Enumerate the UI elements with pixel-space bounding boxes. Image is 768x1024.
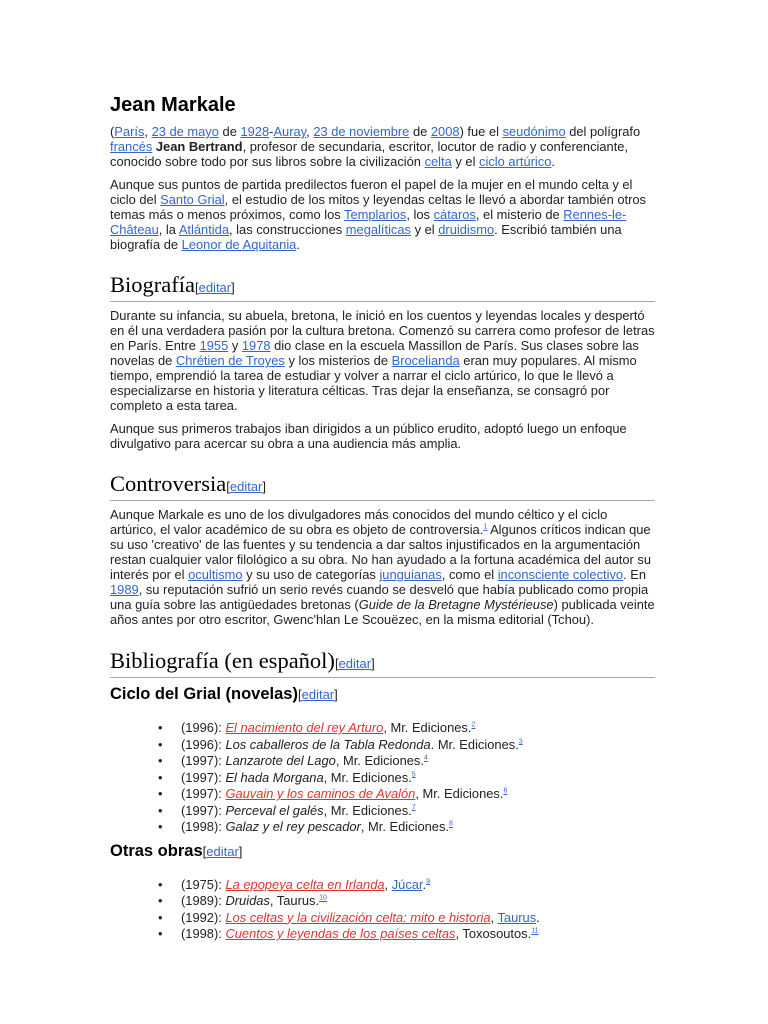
edit-link-biografia[interactable]: editar — [198, 280, 232, 295]
item-rest: , Mr. Ediciones. — [323, 769, 412, 785]
book-title: El hada Morgana — [225, 769, 324, 785]
ref-link[interactable]: 4 — [423, 754, 428, 762]
reference-marker — [319, 895, 327, 902]
item-year: (1998): — [181, 819, 226, 834]
link-druidismo[interactable]: druidismo — [438, 222, 495, 237]
ref-link[interactable]: 8 — [448, 820, 453, 828]
list-item — [110, 803, 655, 820]
book-title-link[interactable]: La epopeya celta en Irlanda — [225, 876, 385, 892]
link-ocultismo[interactable]: ocultismo — [188, 567, 243, 582]
book-title: Druidas — [225, 893, 270, 908]
section-heading-bibliografia: Bibliografía (en español)[editar] — [110, 648, 655, 678]
ref-link[interactable]: 6 — [503, 787, 508, 795]
ref-link[interactable]: 3 — [518, 738, 523, 746]
reference-marker — [471, 722, 475, 729]
ref-link[interactable]: 10 — [319, 894, 327, 902]
item-rest: . — [527, 926, 532, 941]
bullet-icon: • — [158, 893, 163, 908]
publisher-link[interactable]: Júcar — [391, 876, 423, 892]
item-year: (1975): — [181, 876, 226, 892]
item-year: (1989): — [181, 893, 226, 908]
item-rest: , Mr. Ediciones. — [335, 753, 424, 768]
link-1978[interactable]: 1978 — [241, 338, 271, 353]
real-name: Jean Bertrand — [155, 139, 243, 154]
subsection-heading-otras-obras: Otras obras[editar] — [110, 841, 243, 860]
list-item: • (1975): La epopeya celta en Irlanda, Júcar.$^9$ — [158, 876, 431, 892]
edit-link-otras-obras[interactable]: editar — [206, 843, 239, 859]
link-rennes[interactable]: Rennes-le-Château — [110, 207, 627, 237]
link-1989[interactable]: 1989 — [110, 582, 139, 597]
link-brocelianda[interactable]: Brocelianda — [391, 353, 460, 368]
intro-paragraph: (París, 23 de mayo de 1928-Auray, 23 de noviembre de 2008) fue el seudónimo del polígrafo francés Jean Bertrand, profesor de secundaria, escritor, locutor de radio y conferenciante, conocido sobre todo por sus libros sobre la civilización celta y el ciclo artúrico. — [110, 124, 641, 169]
item-rest: , Mr. Ediciones. — [383, 720, 472, 735]
link-santo-grial[interactable]: Santo Grial — [160, 192, 225, 207]
link-templarios[interactable]: Templarios — [344, 207, 407, 222]
link-celta[interactable]: celta — [424, 154, 452, 169]
link-seudonimo[interactable]: seudónimo — [502, 124, 566, 139]
item-rest: . — [422, 876, 427, 892]
book-title: Los caballeros de la Tabla Redonda — [225, 736, 431, 752]
subsection-heading-ciclo-grial: Ciclo del Grial (novelas)[editar] — [110, 685, 338, 703]
link-death-year[interactable]: 2008 — [430, 124, 460, 139]
item-rest: . Mr. Ediciones. — [430, 736, 519, 752]
bullet-icon: • — [158, 769, 163, 785]
link-death-day[interactable]: 23 de noviembre — [313, 124, 410, 139]
intro-paragraph-2: Aunque sus puntos de partida predilectos fueron el papel de la mujer en el mundo celta y el ciclo del Santo Grial, el estudio de los mitos y leyendas celtas le llevó a abordar también otros temas más o menos próximos, como los Templarios, los cátaros, el misterio de Rennes-le-Château, la Atlántida, las construcciones megalíticas y el druidismo. Escribió también una biografía de Leonor de Aquitania. — [110, 177, 646, 252]
section-heading-biografia: Biografía[editar] — [110, 272, 655, 302]
item-year: (1996): — [181, 736, 226, 752]
edit-link-controversia[interactable]: editar — [229, 479, 263, 494]
ref-link[interactable]: 5 — [411, 771, 416, 779]
book-title-link[interactable]: Gauvain y los caminos de Avalón — [225, 786, 416, 801]
ref-link[interactable]: 2 — [471, 721, 476, 729]
book-title: Lanzarote del Lago — [225, 753, 336, 768]
link-cataros[interactable]: cátaros — [433, 207, 476, 222]
book-title-link[interactable]: El nacimiento del rey Arturo — [225, 720, 384, 735]
bullet-icon: • — [158, 926, 163, 941]
link-birthplace[interactable]: París — [114, 124, 145, 139]
list-item: • (1989): Druidas, Taurus.$^{10}$ — [158, 893, 327, 908]
item-year: (1997): — [181, 786, 226, 801]
ref-link[interactable]: 11 — [531, 927, 539, 935]
reference-marker — [531, 928, 538, 935]
page-title: Jean Markale — [110, 94, 236, 116]
grial-book-list — [110, 720, 655, 836]
item-year: (1996): — [181, 720, 226, 735]
bullet-icon: • — [158, 802, 163, 818]
edit-section-link: [editar] — [334, 656, 375, 671]
book-title: Perceval el galés — [225, 802, 324, 818]
reference-marker — [426, 878, 430, 885]
otras-book-list — [110, 877, 655, 943]
book-title-link[interactable]: Los celtas y la civilización celta: mito e historia — [225, 909, 491, 925]
edit-section-link: [editar] — [202, 843, 243, 859]
list-item: • (1992): Los celtas y la civilización celta: mito e historia, Taurus. — [158, 909, 540, 925]
reference-marker — [449, 821, 453, 828]
item-rest: , Mr. Ediciones. — [323, 802, 412, 818]
link-ciclo-arturico[interactable]: ciclo artúrico — [479, 154, 552, 169]
list-item — [110, 737, 655, 754]
item-rest: . — [315, 893, 320, 908]
bullet-icon: • — [158, 736, 163, 752]
item-year: (1997): — [181, 753, 226, 768]
item-year: (1998): — [181, 926, 226, 941]
book-title: Galaz y el rey pescador — [225, 819, 361, 834]
list-item: • (1998): Cuentos y leyendas de los países celtas, Toxosoutos.$^{11}$ — [158, 926, 539, 941]
book-title-link[interactable]: Cuentos y leyendas de los países celtas — [225, 926, 456, 941]
publisher: Toxosoutos — [462, 926, 528, 941]
bullet-icon: • — [158, 909, 163, 925]
list-item — [110, 770, 655, 787]
item-year: (1997): — [181, 769, 226, 785]
bullet-icon: • — [158, 876, 163, 892]
item-year: (1992): — [181, 909, 226, 925]
bullet-icon: • — [158, 753, 163, 768]
reference-marker — [412, 804, 416, 811]
link-birth-day[interactable]: 23 de mayo — [151, 124, 219, 139]
reference-marker — [424, 755, 428, 762]
edit-link-bibliografia[interactable]: editar — [338, 656, 372, 671]
link-chretien[interactable]: Chrétien de Troyes — [175, 353, 285, 368]
link-inconsciente-colectivo[interactable]: inconsciente colectivo — [497, 567, 624, 582]
link-atlantida[interactable]: Atlántida — [178, 222, 229, 237]
publisher-link[interactable]: Taurus — [497, 909, 537, 925]
bullet-icon: • — [158, 819, 163, 834]
reference-marker — [519, 738, 523, 745]
link-1955[interactable]: 1955 — [199, 338, 229, 353]
list-item — [110, 753, 655, 770]
ref-link[interactable]: 9 — [426, 878, 431, 886]
item-rest: , Mr. Ediciones. — [360, 819, 449, 834]
biografia-paragraph-2: Aunque sus primeros trabajos iban dirigidos a un público erudito, adoptó luego un enfoque divulgativo para acercar su obra a una audiencia más amplia. — [110, 421, 627, 451]
link-frances[interactable]: francés — [110, 139, 153, 154]
book-title: Guide de la Bretagne Mystérieuse — [358, 597, 554, 612]
item-year: (1997): — [181, 802, 226, 818]
reference-marker — [503, 788, 507, 795]
edit-section-link: [editar] — [194, 280, 235, 295]
ref-link-1[interactable]: 1 — [483, 523, 488, 531]
controversia-paragraph: Aunque Markale es uno de los divulgadores más conocidos del mundo céltico y el ciclo artúrico, el valor académico de su obra es objeto de controversia.$^1$ Algunos críticos indican que su uso 'creativo' de las fuentes y su tendencia a dar saltos injustificados en la argumentación restan cualquier valor filológico a su obra. No han ayudado a la fortuna académica del autor su interés por el ocultismo y su uso de categorías junguianas, como el inconsciente colectivo. En 1989, su reputación sufrió un serio revés cuando se desveló que había publicado como propia una guía sobre las antigüedades bretonas (Guide de la Bretagne Mystérieuse) publicada veinte años antes por otro escritor, Gwenc'hlan Le Scouëzec, en la misma editorial (Tchou). — [110, 507, 655, 627]
edit-link-ciclo-grial[interactable]: editar — [301, 687, 335, 702]
item-rest: , Mr. Ediciones. — [415, 786, 504, 801]
link-birth-year[interactable]: 1928 — [240, 124, 270, 139]
edit-section-link: [editar] — [297, 687, 338, 702]
link-death-place[interactable]: Auray — [273, 124, 307, 139]
edit-section-link: [editar] — [226, 479, 267, 494]
publisher: Taurus — [276, 893, 316, 908]
bullet-icon: • — [158, 786, 163, 801]
list-item — [110, 819, 655, 836]
item-rest: . — [536, 909, 540, 925]
link-junguianas[interactable]: junguianas — [379, 567, 442, 582]
section-heading-controversia: Controversia[editar] — [110, 471, 655, 501]
bullet-icon: • — [158, 720, 163, 735]
article — [110, 93, 655, 943]
link-leonor[interactable]: Leonor de Aquitania — [181, 237, 297, 252]
reference-marker — [412, 771, 416, 778]
list-item — [110, 786, 655, 803]
list-item — [110, 720, 655, 737]
biografia-paragraph-1: Durante su infancia, su abuela, bretona, le inició en los cuentos y leyendas locales y despertó en él una verdadera pasión por la cultura bretona. Comenzó su carrera como profesor de letras en París. Entre 1955 y 1978 dio clase en la escuela Massillon de París. Sus clases sobre las novelas de Chrétien de Troyes y los misterios de Brocelianda eran muy populares. Al mismo tiempo, emprendió la tarea de estudiar y volver a narrar el ciclo artúrico, lo que le llevó a especializarse en historia y literatura célticas. Tras dejar la enseñanza, se consagró por completo a esta tarea. — [110, 308, 655, 413]
link-megaliticas[interactable]: megalíticas — [345, 222, 411, 237]
ref-link[interactable]: 7 — [411, 804, 416, 812]
